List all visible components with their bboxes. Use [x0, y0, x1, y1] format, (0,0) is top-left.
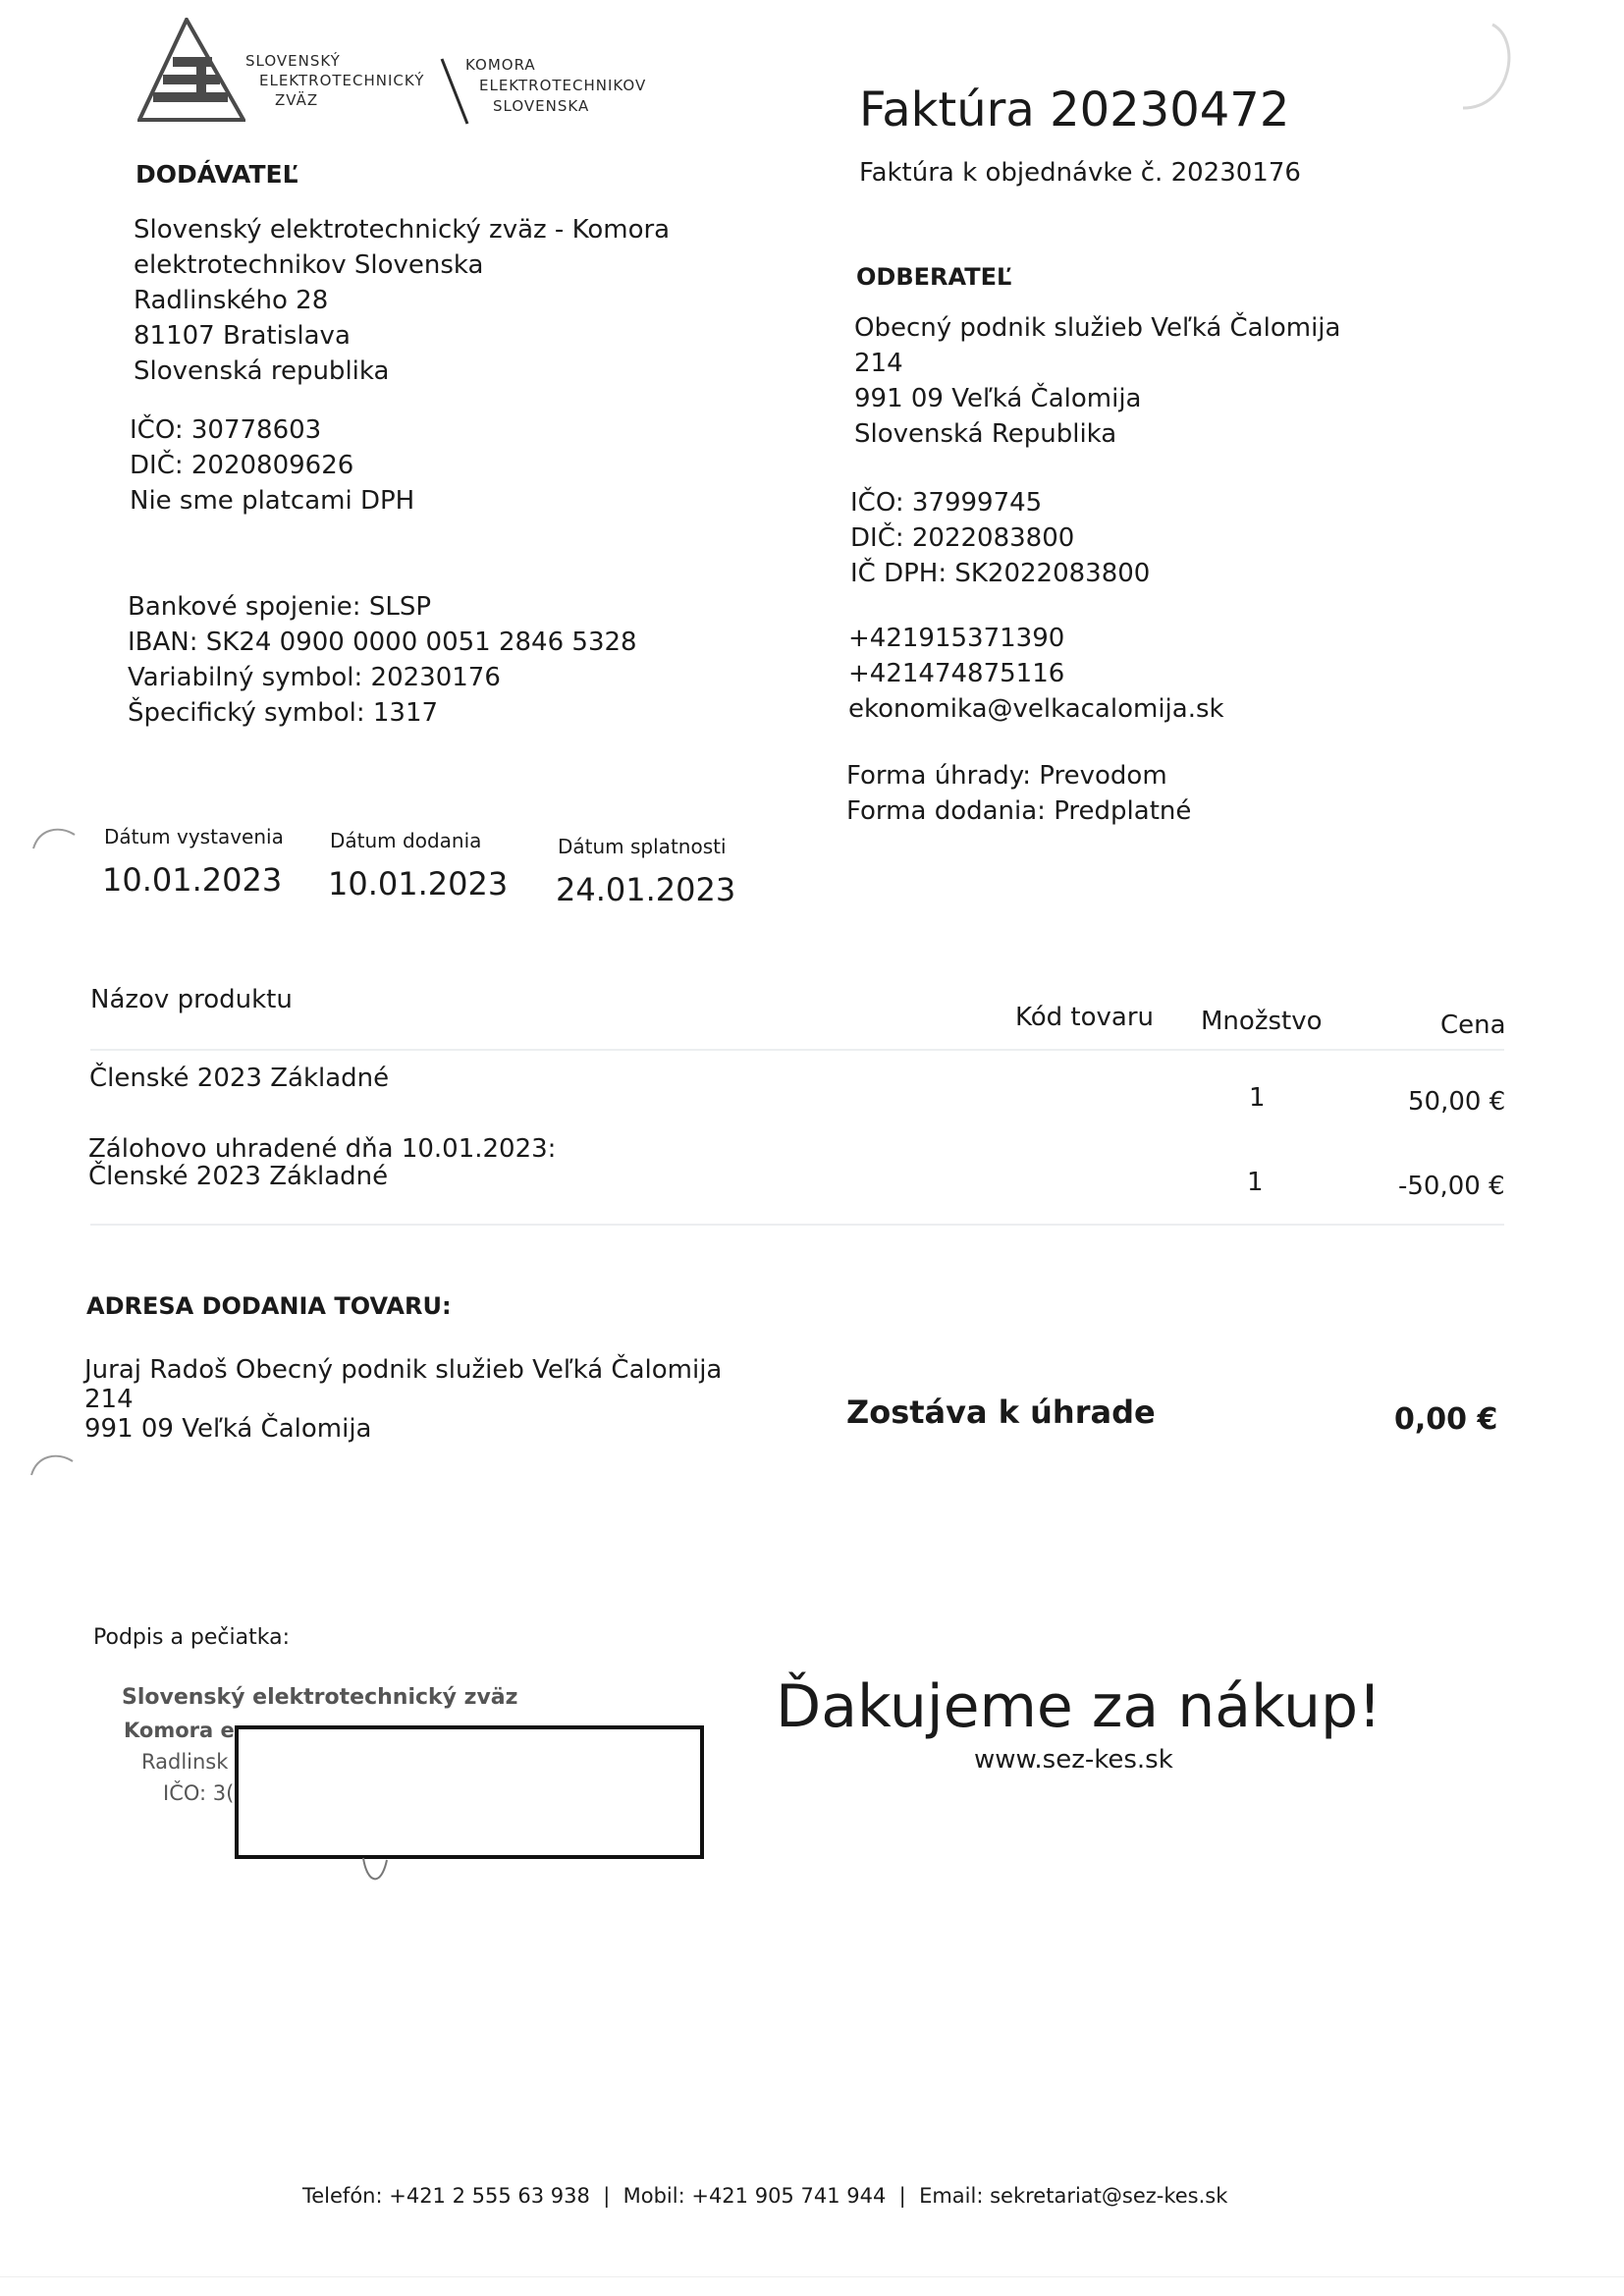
- customer-number: 214: [854, 349, 903, 378]
- company-logo: [137, 18, 687, 126]
- supplier-ids: [130, 412, 414, 519]
- supplier-name: elektrotechnikov Slovenska: [134, 250, 484, 280]
- bottom-edge: [0, 2276, 1624, 2277]
- table-row-qty: 1: [1247, 1168, 1264, 1197]
- footer-contacts: Telefón: +421 2 555 63 938 | Mobil: +421 905 741 944 | Email: sekretariat@sez-kes.sk: [302, 2184, 1228, 2208]
- redaction-box: [235, 1725, 704, 1859]
- due-date-label: Dátum splatnosti: [558, 835, 727, 858]
- supplier-street: Radlinského 28: [134, 286, 329, 315]
- website-link[interactable]: www.sez-kes.sk: [974, 1745, 1173, 1775]
- customer-name: Obecný podnik služieb Veľká Čalomija: [854, 313, 1341, 343]
- supplier-city: 81107 Bratislava: [134, 321, 351, 351]
- table-divider: [90, 1049, 1504, 1051]
- delivery-address-line: 991 09 Veľká Čalomija: [84, 1414, 372, 1444]
- scan-mark-icon: [1453, 20, 1522, 118]
- total-label: Zostáva k úhrade: [846, 1394, 1156, 1431]
- supplier-address: [134, 212, 670, 389]
- table-row-name-line: Členské 2023 Základné: [88, 1162, 389, 1191]
- column-header-product: Názov produktu: [90, 985, 293, 1014]
- customer-contacts: [848, 621, 1224, 727]
- logo-text: ZVÄZ: [275, 91, 319, 109]
- table-divider: [90, 1224, 1504, 1226]
- customer-ids: [850, 485, 1150, 591]
- logo-text: SLOVENSKA: [493, 97, 590, 115]
- table-row-name-line: Zálohovo uhradené dňa 10.01.2023:: [88, 1134, 557, 1164]
- supplier-name: Slovenský elektrotechnický zväz - Komora: [134, 215, 671, 245]
- total-value: 0,00 €: [1394, 1402, 1498, 1437]
- column-header-price: Cena: [1440, 1011, 1506, 1040]
- supplier-heading: DODÁVATEĽ: [135, 160, 298, 189]
- customer-country: Slovenská Republika: [854, 419, 1117, 449]
- supplier-vat-note: Nie sme platcami DPH: [130, 486, 415, 516]
- invoice-title: Faktúra 20230472: [859, 82, 1290, 137]
- customer-phone: +421474875116: [848, 659, 1065, 688]
- logo-text: ELEKTROTECHNIKOV: [479, 77, 647, 94]
- bank-name: Bankové spojenie: SLSP: [128, 592, 432, 622]
- delivery-address: [84, 1355, 722, 1444]
- delivery-date-label: Dátum dodania: [330, 829, 482, 852]
- logo-text: ELEKTROTECHNICKÝ: [259, 72, 425, 89]
- stamp-text: IČO: 3(: [163, 1781, 235, 1805]
- stamp-text: Radlinsk: [141, 1750, 229, 1774]
- issue-date-value: 10.01.2023: [102, 861, 283, 899]
- table-row-name: [88, 1135, 556, 1190]
- specific-symbol: Špecifický symbol: 1317: [128, 698, 439, 728]
- signature-mark-icon: [357, 1854, 397, 1893]
- table-row-name: Členské 2023 Základné: [89, 1064, 390, 1093]
- supplier-dic: DIČ: 2020809626: [130, 451, 354, 480]
- scan-mark-icon: [29, 823, 79, 852]
- issue-date-label: Dátum vystavenia: [104, 825, 284, 848]
- customer-heading: ODBERATEĽ: [856, 263, 1012, 291]
- variable-symbol: Variabilný symbol: 20230176: [128, 663, 501, 692]
- delivery-method: Forma dodania: Predplatné: [846, 796, 1192, 826]
- customer-address: [854, 310, 1340, 452]
- delivery-address-line: 214: [84, 1385, 134, 1414]
- customer-email: ekonomika@velkacalomija.sk: [848, 694, 1224, 724]
- customer-ico: IČO: 37999745: [850, 488, 1043, 518]
- column-header-qty: Množstvo: [1201, 1007, 1323, 1036]
- column-header-code: Kód tovaru: [1015, 1003, 1155, 1032]
- due-date-value: 24.01.2023: [556, 871, 736, 908]
- table-row-price: 50,00 €: [1408, 1087, 1506, 1117]
- logo-text: SLOVENSKÝ: [245, 52, 341, 70]
- stamp-text: Komora e: [124, 1719, 235, 1742]
- supplier-country: Slovenská republika: [134, 356, 390, 386]
- signature-label: Podpis a pečiatka:: [93, 1625, 290, 1650]
- customer-phone: +421915371390: [848, 624, 1065, 653]
- thank-you-text: Ďakujeme za nákup!: [776, 1672, 1382, 1741]
- delivery-address-heading: ADRESA DODANIA TOVARU:: [86, 1292, 452, 1320]
- payment-terms: [846, 758, 1191, 829]
- scan-mark-icon: [27, 1449, 77, 1479]
- sez-logo-icon: [137, 18, 245, 126]
- logo-text: KOMORA: [465, 56, 536, 74]
- table-row-price: -50,00 €: [1398, 1172, 1505, 1201]
- order-reference: Faktúra k objednávke č. 20230176: [859, 158, 1301, 188]
- stamp-text: Slovenský elektrotechnický zväz: [122, 1685, 518, 1710]
- supplier-bank: [128, 589, 637, 731]
- customer-city: 991 09 Veľká Čalomija: [854, 384, 1142, 413]
- customer-icdph: IČ DPH: SK2022083800: [850, 559, 1151, 588]
- delivery-address-line: Juraj Radoš Obecný podnik služieb Veľká Čalomija: [84, 1355, 723, 1385]
- bank-iban: IBAN: SK24 0900 0000 0051 2846 5328: [128, 628, 637, 657]
- customer-dic: DIČ: 2022083800: [850, 523, 1075, 553]
- supplier-ico: IČO: 30778603: [130, 415, 322, 445]
- payment-method: Forma úhrady: Prevodom: [846, 761, 1167, 791]
- table-row-qty: 1: [1249, 1083, 1266, 1113]
- delivery-date-value: 10.01.2023: [328, 865, 509, 902]
